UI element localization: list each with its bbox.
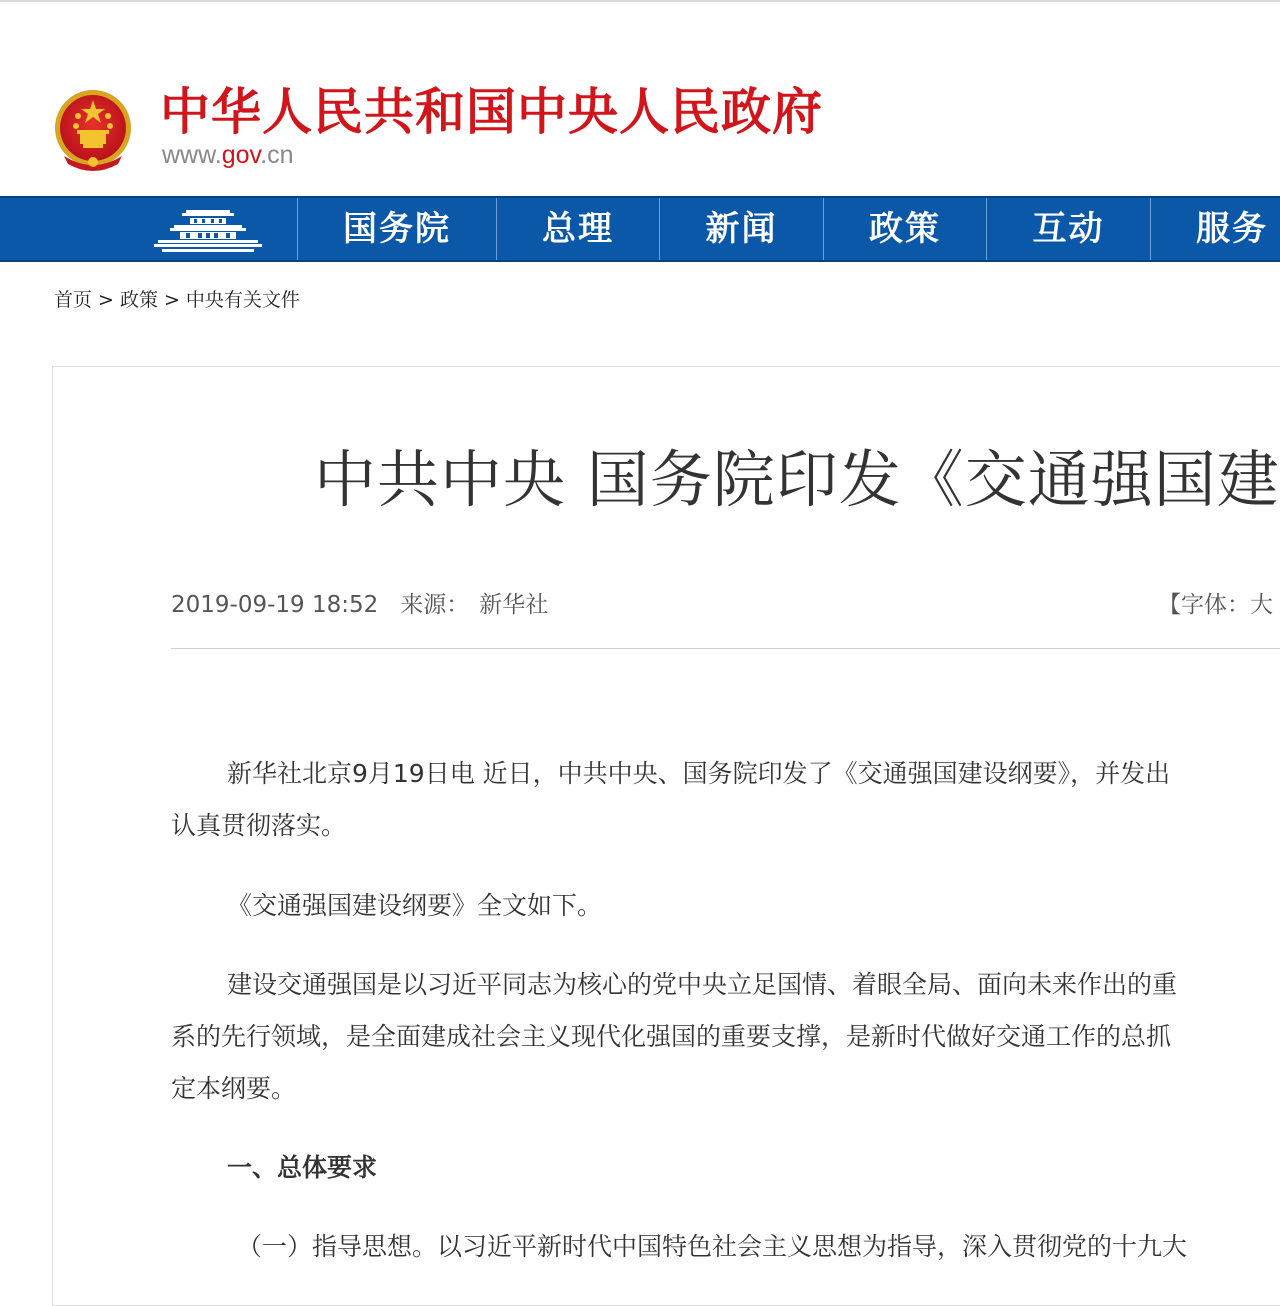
- site-header: [0, 0, 1280, 196]
- article-paragraph: 认真贯彻落实。: [171, 811, 347, 840]
- domain-gov: gov: [221, 141, 261, 169]
- tiananmen-icon[interactable]: [152, 206, 264, 254]
- nav-item-zhengce[interactable]: 政策: [869, 209, 941, 249]
- breadcrumb-separator: >: [98, 289, 114, 311]
- nav-item-xinwen[interactable]: 新闻: [705, 209, 778, 249]
- domain-prefix: www.: [162, 141, 222, 169]
- nav-item-guowuyuan[interactable]: 国务院: [343, 209, 451, 249]
- breadcrumb: [54, 286, 300, 314]
- article-paragraph: 建设交通强国是以习近平同志为核心的党中央立足国情、着眼全局、面向未来作出的重: [227, 970, 1178, 999]
- nav-item-zongli[interactable]: 总理: [542, 209, 614, 249]
- nav-item-hudong[interactable]: 互动: [1032, 209, 1105, 249]
- breadcrumb-policy[interactable]: 政策: [119, 289, 158, 311]
- article-meta: [171, 590, 548, 620]
- article-paragraph: 《交通强国建设纲要》全文如下。: [227, 891, 603, 920]
- meta-divider: [171, 648, 1280, 649]
- article-source: 新华社: [479, 592, 549, 618]
- site-domain[interactable]: [162, 140, 294, 170]
- article-title: 中共中央 国务院印发《交通强国建: [314, 443, 1280, 516]
- site-title[interactable]: 中华人民共和国中央人民政府: [160, 83, 823, 141]
- article-paragraph: 系的先行领域，是全面建成社会主义现代化强国的重要支撑，是新时代做好交通工作的总抓: [171, 1022, 1172, 1051]
- main-nav: [0, 196, 1280, 262]
- article-source-label: 来源：: [400, 592, 470, 618]
- domain-suffix: .cn: [260, 141, 294, 169]
- article-paragraph: 新华社北京9月19日电 近日，中共中央、国务院印发了《交通强国建设纲要》，并发出: [227, 759, 1171, 788]
- breadcrumb-home[interactable]: 首页: [54, 289, 93, 311]
- font-size-control[interactable]: 【字体：大: [1158, 592, 1273, 618]
- national-emblem-icon[interactable]: [52, 86, 134, 172]
- breadcrumb-separator: >: [163, 289, 180, 311]
- nav-item-fuwu[interactable]: 服务: [1196, 209, 1268, 249]
- article-datetime: 2019-09-19 18:52: [171, 592, 379, 618]
- breadcrumb-central-docs[interactable]: 中央有关文件: [185, 289, 300, 311]
- article-paragraph: 定本纲要。: [171, 1074, 297, 1103]
- section-heading: 一、总体要求: [227, 1153, 378, 1182]
- article-paragraph: （一）指导思想。以习近平新时代中国特色社会主义思想为指导，深入贯彻党的十九大: [237, 1232, 1188, 1261]
